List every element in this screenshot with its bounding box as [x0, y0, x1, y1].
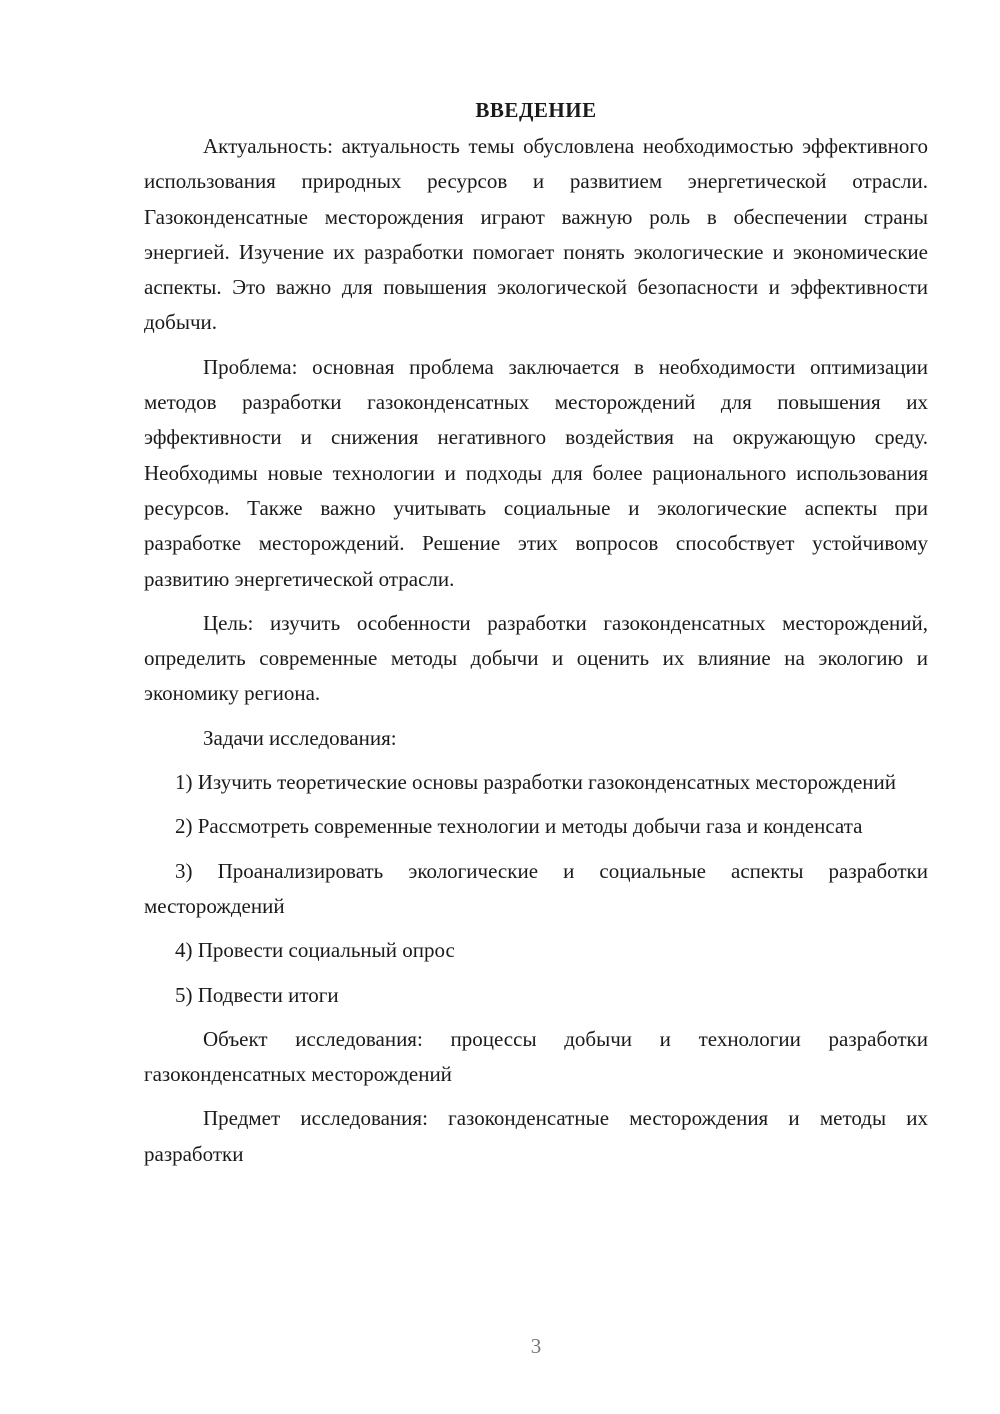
- page-number: 3: [530, 1334, 542, 1358]
- section-title: ВВЕДЕНИЕ: [475, 98, 597, 122]
- document-page: [144, 95, 928, 1181]
- task-item-5: 5) Подвести итоги: [175, 982, 339, 1007]
- task-item-2: 2) Рассмотреть современные технологии и методы добычи газа и конденсата: [175, 814, 863, 839]
- subject-paragraph: Предмет исследования: газоконденсатные месторождения и методы их разработки: [144, 1106, 928, 1166]
- task-item-1: 1) Изучить теоретические основы разработки газоконденсатных месторождений: [175, 770, 897, 795]
- problem-paragraph: Проблема: основная проблема заключается в необходимости оптимизации методов разработки газоконденсатных месторождений для повышения их эффективности и снижения негативного воздействия на окружающую среду. Необходимы новые технологии и подходы для более рационального использования ресурсов. Также важно учитывать социальные и экологические аспекты при разработке месторождений. Решение этих вопросов способствует устойчивому развитию энергетической отрасли.: [144, 354, 928, 591]
- task-item-3: 3) Проанализировать экологические и социальные аспекты разработки месторождений: [144, 858, 928, 918]
- object-paragraph: Объект исследования: процессы добычи и технологии разработки газоконденсатных месторождений: [144, 1026, 928, 1087]
- relevance-paragraph: Актуальность: актуальность темы обусловлена необходимостью эффективного использования природных ресурсов и развитием энергетической отрасли. Газоконденсатные месторождения играют важную роль в обеспечении страны энергией. Изучение их разработки помогает понять экологические и экономические аспекты. Это важно для повышения экологической безопасности и эффективности добычи.: [144, 134, 928, 335]
- tasks-heading: Задачи исследования:: [203, 725, 397, 750]
- goal-paragraph: Цель: изучить особенности разработки газоконденсатных месторождений, определить современные методы добычи и оценить их влияние на экологию и экономику региона.: [144, 610, 928, 706]
- task-item-4: 4) Провести социальный опрос: [175, 938, 455, 963]
